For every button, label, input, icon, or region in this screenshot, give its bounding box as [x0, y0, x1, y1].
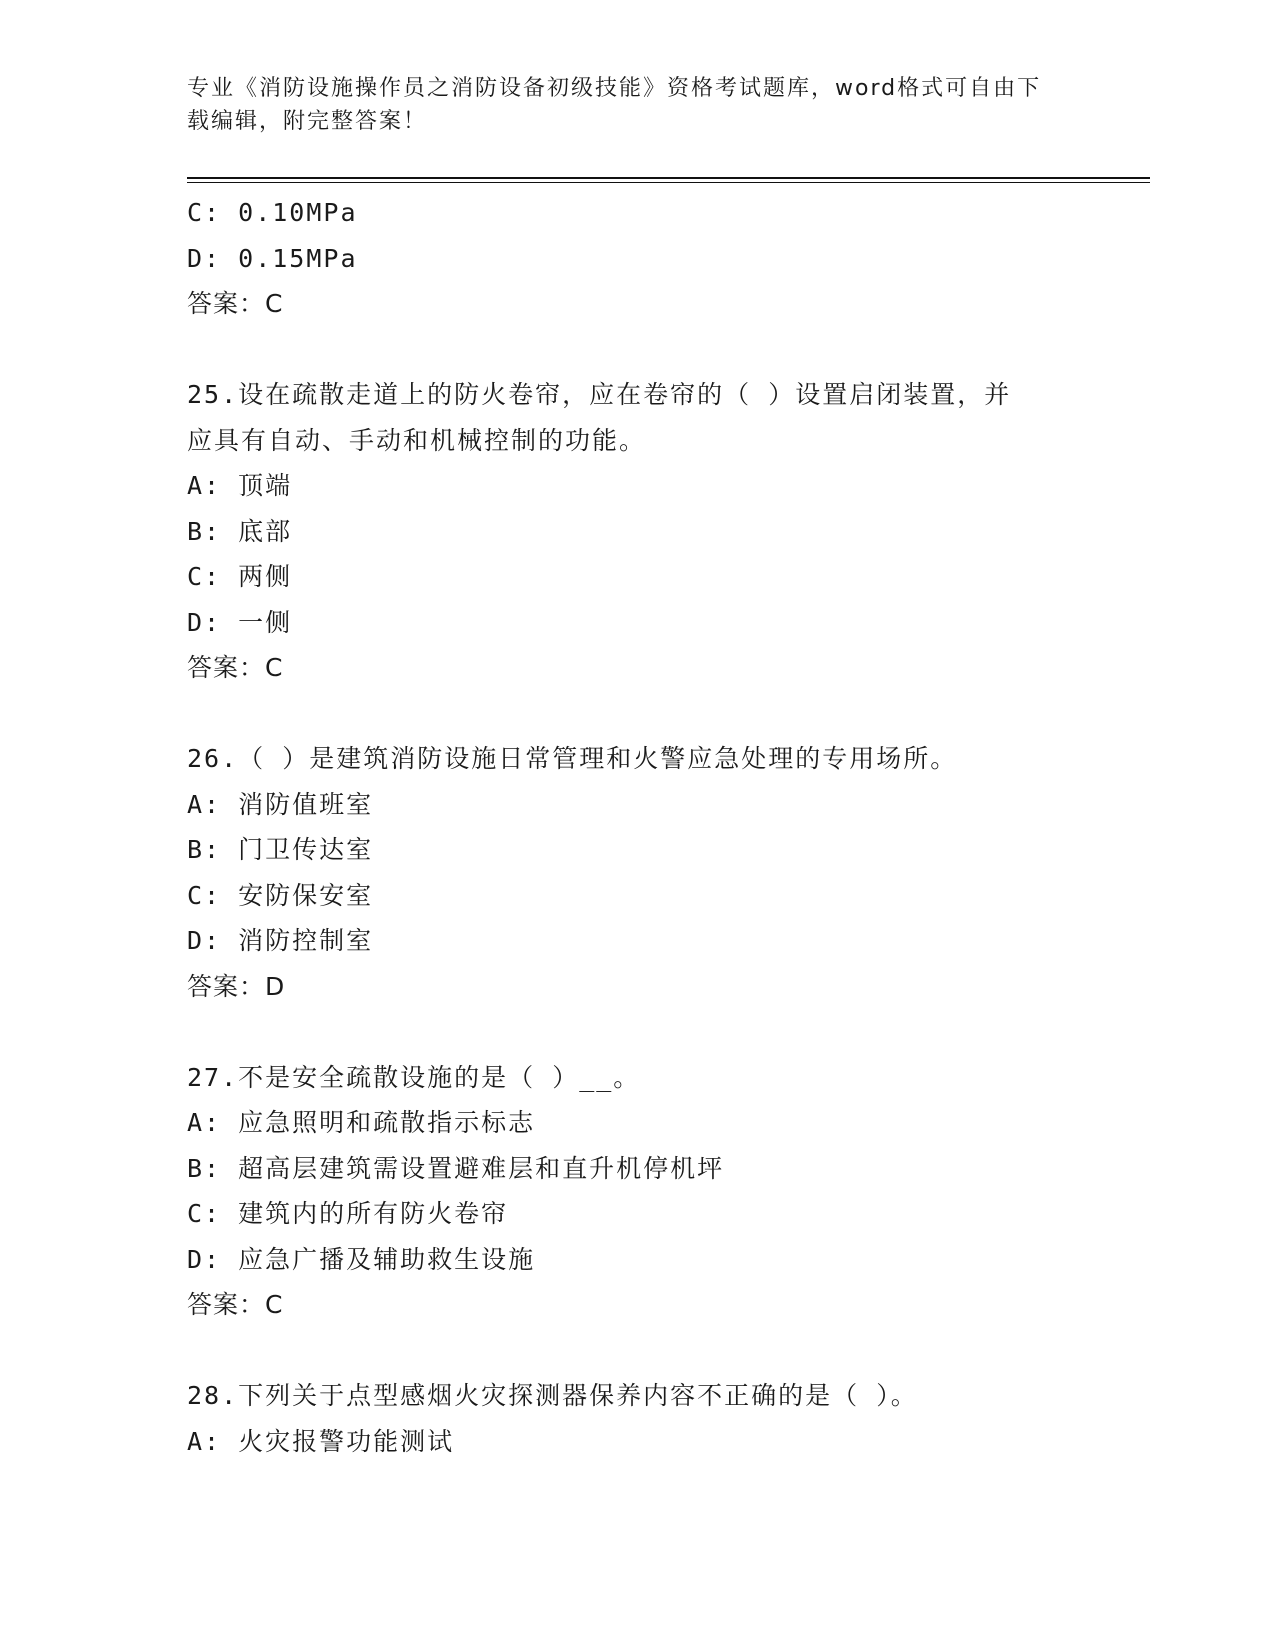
option-d: D: 应急广播及辅助救生设施	[187, 1244, 536, 1274]
option-d: D: 一侧	[187, 607, 293, 637]
question-27	[187, 1055, 1087, 1328]
question-25	[187, 372, 1087, 691]
option-c: C: 安防保安室	[187, 880, 374, 910]
header-line-1: 专业《消防设施操作员之消防设备初级技能》资格考试题库，word格式可自由下	[187, 76, 1042, 101]
question-24-partial	[187, 190, 1087, 327]
question-26	[187, 736, 1087, 1009]
question-stem: 28.下列关于点型感烟火灾探测器保养内容不正确的是（ ）。	[187, 1381, 918, 1410]
option-d: D: 0.15MPa	[187, 243, 358, 273]
header-divider-thick	[187, 177, 1150, 179]
option-c: C: 建筑内的所有防火卷帘	[187, 1199, 509, 1228]
answer: 答案：C	[187, 653, 284, 682]
option-d: D: 消防控制室	[187, 926, 374, 955]
option-a: A: 火灾报警功能测试	[187, 1426, 455, 1456]
answer: 答案：D	[187, 971, 286, 1001]
question-stem: 26.（ ）是建筑消防设施日常管理和火警应急处理的专用场所。	[187, 744, 958, 773]
question-list	[187, 190, 1087, 1464]
question-28-partial	[187, 1373, 1087, 1464]
option-a: A: 消防值班室	[187, 789, 374, 819]
option-a: A: 应急照明和疏散指示标志	[187, 1108, 536, 1137]
answer: 答案：C	[187, 1290, 284, 1319]
header-line-2: 载编辑，附完整答案！	[187, 109, 428, 134]
option-a: A: 顶端	[187, 471, 293, 500]
option-b: B: 超高层建筑需设置避难层和直升机停机坪	[187, 1153, 725, 1183]
question-stem: 25.设在疏散走道上的防火卷帘，应在卷帘的（ ）设置启闭装置，并	[187, 380, 1012, 409]
header-divider-thin	[187, 182, 1150, 183]
option-b: B: 门卫传达室	[187, 835, 374, 864]
question-stem: 27.不是安全疏散设施的是（ ）__。	[187, 1062, 641, 1092]
document-header	[187, 72, 1087, 138]
option-b: B: 底部	[187, 516, 293, 546]
answer: 答案：C	[187, 289, 284, 318]
question-stem-cont: 应具有自动、手动和机械控制的功能。	[187, 425, 647, 455]
option-c: C: 两侧	[187, 562, 293, 591]
option-c: C: 0.10MPa	[187, 198, 358, 227]
